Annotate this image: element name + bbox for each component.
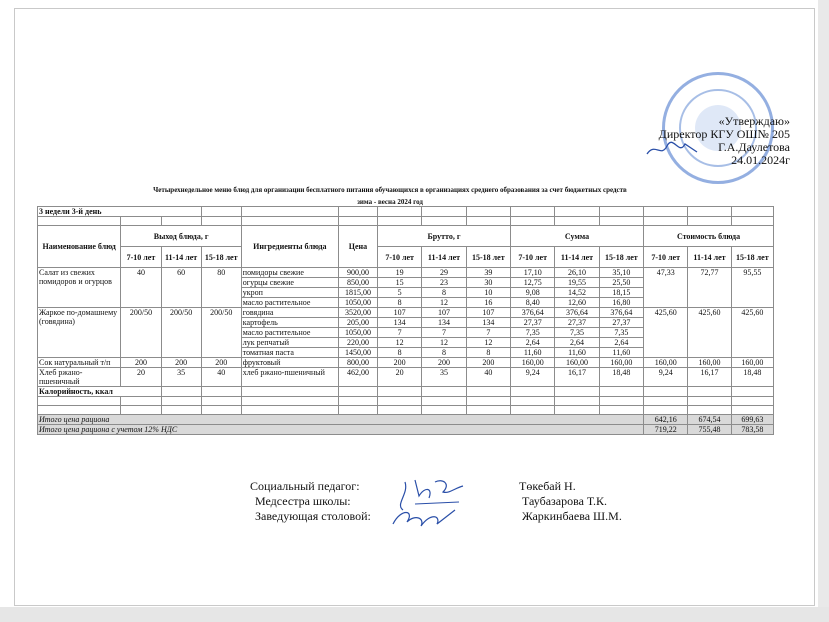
header-age: 15-18 лет xyxy=(201,247,241,268)
brutto-value: 8 xyxy=(377,348,421,358)
dish-cost: 18,48 xyxy=(731,368,773,387)
dish-cost: 16,17 xyxy=(688,368,731,387)
calories-row xyxy=(38,387,774,397)
brutto-value: 12 xyxy=(466,338,510,348)
dish-cost: 425,60 xyxy=(731,308,773,358)
sum-value: 7,35 xyxy=(511,328,555,338)
total-value: 699,63 xyxy=(731,415,773,425)
ingredient-price: 1050,00 xyxy=(338,298,377,308)
brutto-value: 12 xyxy=(377,338,421,348)
brutto-value: 12 xyxy=(422,338,466,348)
ingredient-price: 3520,00 xyxy=(338,308,377,318)
header-ingredients: Ингредиенты блюда xyxy=(241,226,338,268)
header-age: 7-10 лет xyxy=(511,247,555,268)
dish-name: Сок натуральный т/п xyxy=(38,358,121,368)
sum-value: 11,60 xyxy=(555,348,599,358)
dish-output: 200/50 xyxy=(121,308,161,358)
ingredient-name: помидоры свежие xyxy=(241,268,338,278)
brutto-value: 7 xyxy=(422,328,466,338)
dish-cost: 95,55 xyxy=(731,268,773,308)
total-vat-value: 719,22 xyxy=(644,425,688,435)
sum-value: 9,08 xyxy=(511,288,555,298)
dish-cost: 9,24 xyxy=(644,368,688,387)
brutto-value: 200 xyxy=(377,358,421,368)
ingredient-name: томатная паста xyxy=(241,348,338,358)
header-row-2 xyxy=(38,247,774,268)
header-age: 7-10 лет xyxy=(377,247,421,268)
menu-row xyxy=(38,368,774,387)
total-value: 642,16 xyxy=(644,415,688,425)
brutto-value: 200 xyxy=(466,358,510,368)
header-age: 7-10 лет xyxy=(121,247,161,268)
brutto-value: 7 xyxy=(466,328,510,338)
spacer-row xyxy=(38,406,774,415)
sum-value: 2,64 xyxy=(511,338,555,348)
brutto-value: 29 xyxy=(422,268,466,278)
sum-value: 376,64 xyxy=(511,308,555,318)
approval-name: Г.А.Даулетова xyxy=(718,140,790,154)
sum-value: 16,17 xyxy=(555,368,599,387)
dish-output: 60 xyxy=(161,268,201,308)
ingredient-price: 1050,00 xyxy=(338,328,377,338)
brutto-value: 15 xyxy=(377,278,421,288)
brutto-value: 107 xyxy=(422,308,466,318)
sum-value: 160,00 xyxy=(555,358,599,368)
brutto-value: 107 xyxy=(466,308,510,318)
dish-output: 200/50 xyxy=(161,308,201,358)
signature-name-social: Төкебай Н. xyxy=(519,479,576,493)
sum-value: 26,10 xyxy=(555,268,599,278)
ingredient-name: укроп xyxy=(241,288,338,298)
approval-label: «Утверждаю» xyxy=(718,114,790,128)
dish-output: 35 xyxy=(161,368,201,387)
sum-value: 19,55 xyxy=(555,278,599,288)
signature-role-canteen: Заведующая столовой: xyxy=(255,509,371,523)
dish-output: 20 xyxy=(121,368,161,387)
spacer-row xyxy=(38,217,774,226)
dish-output: 200 xyxy=(201,358,241,368)
ingredient-price: 220,00 xyxy=(338,338,377,348)
header-age: 11-14 лет xyxy=(161,247,201,268)
brutto-value: 7 xyxy=(377,328,421,338)
header-age: 7-10 лет xyxy=(644,247,688,268)
sum-value: 12,75 xyxy=(511,278,555,288)
total-value: 674,54 xyxy=(688,415,731,425)
ingredient-name: масло растительное xyxy=(241,328,338,338)
ingredient-name: фруктовый xyxy=(241,358,338,368)
brutto-value: 35 xyxy=(422,368,466,387)
dish-output: 200 xyxy=(121,358,161,368)
sum-value: 2,64 xyxy=(599,338,643,348)
header-price: Цена xyxy=(338,226,377,268)
ingredient-name: картофель xyxy=(241,318,338,328)
dish-output: 40 xyxy=(121,268,161,308)
brutto-value: 5 xyxy=(377,288,421,298)
sum-value: 11,60 xyxy=(599,348,643,358)
brutto-value: 107 xyxy=(377,308,421,318)
sum-value: 27,37 xyxy=(511,318,555,328)
sum-value: 9,24 xyxy=(511,368,555,387)
header-age: 11-14 лет xyxy=(688,247,731,268)
signature-role-nurse: Медсестра школы: xyxy=(255,494,351,508)
dish-cost: 425,60 xyxy=(688,308,731,358)
header-age: 11-14 лет xyxy=(555,247,599,268)
dish-cost: 47,33 xyxy=(644,268,688,308)
dish-cost: 72,77 xyxy=(688,268,731,308)
viewer-bottom-edge xyxy=(0,607,829,622)
brutto-value: 10 xyxy=(466,288,510,298)
sum-value: 35,10 xyxy=(599,268,643,278)
sum-value: 7,35 xyxy=(555,328,599,338)
document-title: Четырехнедельное меню блюд для организации бесплатного питания обучающихся в организациях среднего образования за счет бюджетных средств xyxy=(153,186,627,194)
total-label: Итого цена рациона xyxy=(38,415,644,425)
header-cost: Стоимость блюда xyxy=(644,226,774,247)
ingredient-price: 850,00 xyxy=(338,278,377,288)
ingredient-name: огурцы свежие xyxy=(241,278,338,288)
sum-value: 7,35 xyxy=(599,328,643,338)
sum-value: 11,60 xyxy=(511,348,555,358)
ingredient-price: 205,00 xyxy=(338,318,377,328)
brutto-value: 16 xyxy=(466,298,510,308)
sum-value: 12,60 xyxy=(555,298,599,308)
dish-name: Жаркое по-домашнему (говядина) xyxy=(38,308,121,358)
brutto-value: 8 xyxy=(422,348,466,358)
brutto-value: 39 xyxy=(466,268,510,278)
dish-output: 200/50 xyxy=(201,308,241,358)
ingredient-name: говядина xyxy=(241,308,338,318)
sum-value: 160,00 xyxy=(599,358,643,368)
menu-row xyxy=(38,268,774,278)
brutto-value: 8 xyxy=(466,348,510,358)
ingredient-price: 1815,00 xyxy=(338,288,377,298)
brutto-value: 40 xyxy=(466,368,510,387)
calories-label: Калорийность, ккал xyxy=(38,387,162,397)
approval-date: 24.01.2024г xyxy=(731,153,790,167)
header-age: 15-18 лет xyxy=(599,247,643,268)
brutto-value: 134 xyxy=(422,318,466,328)
dish-cost: 425,60 xyxy=(644,308,688,358)
sum-value: 376,64 xyxy=(555,308,599,318)
signature-role-social: Социальный педагог: xyxy=(250,479,360,493)
ingredient-price: 800,00 xyxy=(338,358,377,368)
menu-body xyxy=(38,268,774,387)
brutto-value: 30 xyxy=(466,278,510,288)
sum-value: 160,00 xyxy=(511,358,555,368)
ingredient-name: хлеб ржано-пшеничный xyxy=(241,368,338,387)
handwritten-signatures xyxy=(385,474,475,534)
total-vat-row xyxy=(38,425,774,435)
sum-value: 27,37 xyxy=(599,318,643,328)
dish-cost: 160,00 xyxy=(688,358,731,368)
brutto-value: 23 xyxy=(422,278,466,288)
brutto-value: 200 xyxy=(422,358,466,368)
signature-name-canteen: Жаркинбаева Ш.М. xyxy=(522,509,622,523)
director-signature xyxy=(645,138,700,160)
sum-value: 18,48 xyxy=(599,368,643,387)
week-day-row xyxy=(38,207,774,217)
week-day-label: 3 недели 3-й день xyxy=(38,207,202,217)
menu-row xyxy=(38,308,774,318)
header-age: 11-14 лет xyxy=(422,247,466,268)
sum-value: 25,50 xyxy=(599,278,643,288)
ingredient-price: 900,00 xyxy=(338,268,377,278)
dish-cost: 160,00 xyxy=(644,358,688,368)
ingredient-price: 462,00 xyxy=(338,368,377,387)
total-vat-label: Итого цена рациона с учетом 12% НДС xyxy=(38,425,644,435)
header-sum: Сумма xyxy=(511,226,644,247)
brutto-value: 12 xyxy=(422,298,466,308)
spacer-row xyxy=(38,397,774,406)
sum-value: 376,64 xyxy=(599,308,643,318)
dish-name: Салат из свежих помидоров и огурцов xyxy=(38,268,121,308)
total-vat-value: 755,48 xyxy=(688,425,731,435)
dish-name: Хлеб ржано-пшеничный xyxy=(38,368,121,387)
menu-row xyxy=(38,358,774,368)
header-age: 15-18 лет xyxy=(731,247,773,268)
brutto-value: 19 xyxy=(377,268,421,278)
header-age: 15-18 лет xyxy=(466,247,510,268)
ingredient-name: масло растительное xyxy=(241,298,338,308)
ingredient-name: лук репчатый xyxy=(241,338,338,348)
brutto-value: 134 xyxy=(377,318,421,328)
dish-output: 40 xyxy=(201,368,241,387)
brutto-value: 134 xyxy=(466,318,510,328)
sum-value: 14,52 xyxy=(555,288,599,298)
total-row xyxy=(38,415,774,425)
sum-value: 8,40 xyxy=(511,298,555,308)
menu-table xyxy=(37,206,774,435)
header-output: Выход блюда, г xyxy=(121,226,241,247)
approval-director: Директор КГУ ОШ№ 205 xyxy=(658,127,790,141)
brutto-value: 8 xyxy=(377,298,421,308)
document-season: зима - весна 2024 год xyxy=(357,198,423,206)
signature-name-nurse: Таубазарова Т.К. xyxy=(522,494,608,508)
ingredient-price: 1450,00 xyxy=(338,348,377,358)
viewer-right-edge xyxy=(818,0,829,622)
dish-cost: 160,00 xyxy=(731,358,773,368)
dish-output: 200 xyxy=(161,358,201,368)
brutto-value: 8 xyxy=(422,288,466,298)
header-brutto: Брутто, г xyxy=(377,226,510,247)
header-row-1 xyxy=(38,226,774,247)
sum-value: 16,80 xyxy=(599,298,643,308)
total-vat-value: 783,58 xyxy=(731,425,773,435)
dish-output: 80 xyxy=(201,268,241,308)
sum-value: 27,37 xyxy=(555,318,599,328)
brutto-value: 20 xyxy=(377,368,421,387)
sum-value: 2,64 xyxy=(555,338,599,348)
sum-value: 17,10 xyxy=(511,268,555,278)
header-dish-name: Наименование блюд xyxy=(38,226,121,268)
sum-value: 18,15 xyxy=(599,288,643,298)
